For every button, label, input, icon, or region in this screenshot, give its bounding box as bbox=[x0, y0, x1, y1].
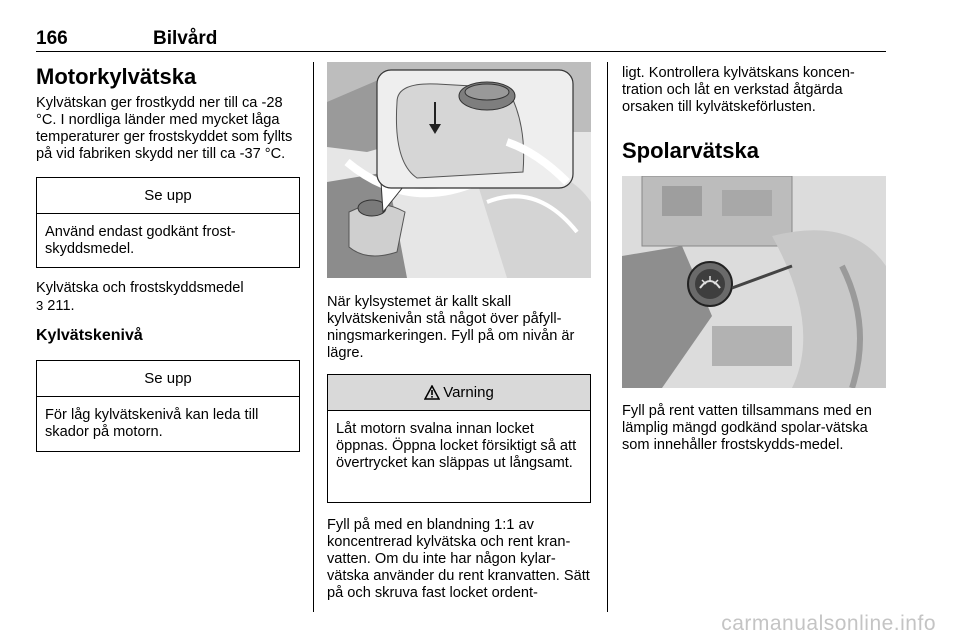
refill-paragraph: Fyll på med en blandning 1:1 av koncentrerad kylvätska och rent kran-vatten. Om du inte har någon kylar-vätska använder du rent kranvatten. Sätt på och skruva fast locket ordent- bbox=[327, 517, 590, 601]
column-divider bbox=[607, 62, 608, 612]
warning-heading bbox=[328, 375, 590, 411]
washer-fluid-photo bbox=[622, 176, 886, 388]
section-title: Spolarvätska bbox=[622, 138, 759, 163]
caution-heading: Se upp bbox=[37, 361, 299, 397]
caution-text: Använd endast godkänt frost-skyddsmedel. bbox=[45, 224, 236, 257]
intro-paragraph: Kylvätskan ger frostkydd ner till ca -28 °C. I nordliga länder med mycket låga temperaturer ger frostskyddet som fyllts på vid fabriken skydd ner till ca -37 °C. bbox=[36, 95, 293, 162]
warning-heading-text: Varning bbox=[443, 384, 494, 401]
continuation-paragraph: ligt. Kontrollera kylvätskans koncen-tration och låt en verkstad åtgärda orsaken till kylvätskeförlusten. bbox=[622, 65, 855, 115]
caution-text: För låg kylvätskenivå kan leda till skador på motorn. bbox=[45, 407, 259, 440]
section-title: Motorkylvätska bbox=[36, 64, 197, 89]
column-right bbox=[622, 62, 886, 454]
page-header bbox=[36, 24, 886, 52]
coolant-reservoir-photo bbox=[327, 62, 591, 278]
page-number: 166 bbox=[36, 28, 68, 49]
subsection-title: Kylvätskenivå bbox=[36, 327, 143, 344]
reference-paragraph bbox=[36, 280, 300, 315]
level-paragraph: När kylsystemet är kallt skall kylvätskenivån stå något över påfyll-ningsmarkeringen. Fyll på om nivån är lägre. bbox=[327, 294, 575, 361]
column-divider bbox=[313, 62, 314, 612]
caution-box bbox=[36, 360, 300, 452]
reference-page[interactable]: 211. bbox=[47, 298, 75, 314]
warning-text: Låt motorn svalna innan locket öppnas. Öppna locket försiktigt så att övertrycket kan släppas ut långsamt. bbox=[336, 421, 577, 471]
warning-triangle-icon bbox=[424, 385, 440, 400]
warning-box bbox=[327, 374, 591, 503]
page-reference-arrow-icon: 3 bbox=[36, 298, 44, 313]
reference-text: Kylvätska och frostskyddsmedel bbox=[36, 280, 244, 296]
column-left bbox=[36, 62, 300, 452]
chapter-title: Bilvård bbox=[153, 28, 218, 49]
caution-heading: Se upp bbox=[37, 178, 299, 214]
caution-box bbox=[36, 177, 300, 268]
column-middle bbox=[327, 62, 591, 602]
washer-paragraph: Fyll på rent vatten tillsammans med en lämplig mängd godkänd spolar-vätska som innehåller frostskydds-medel. bbox=[622, 403, 872, 453]
watermark: carmanualsonline.info bbox=[721, 612, 936, 635]
